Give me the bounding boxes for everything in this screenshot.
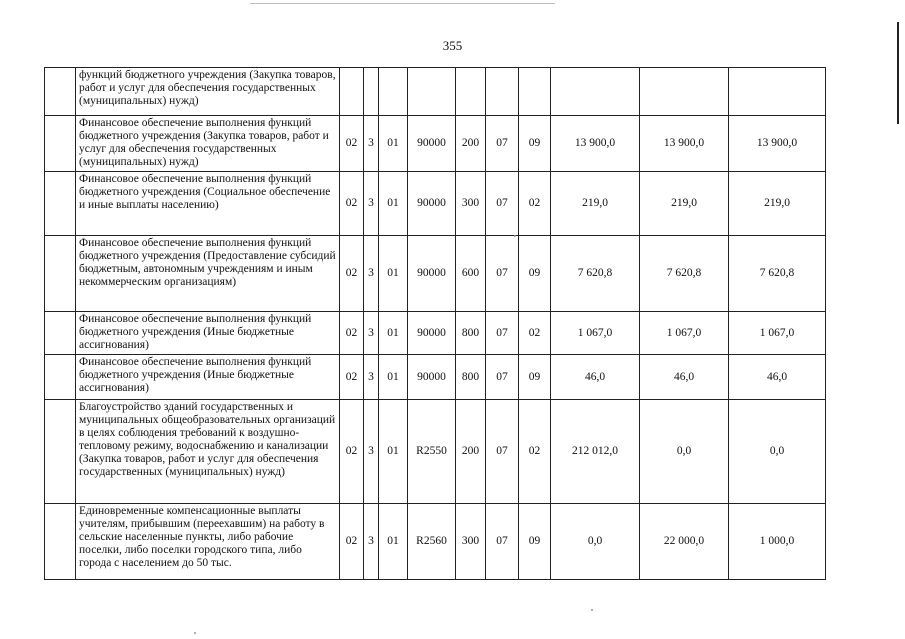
amount-cell: 212 012,0 (551, 400, 640, 504)
code-cell: 09 (519, 355, 551, 400)
code-cell: 01 (379, 312, 408, 355)
amount-cell: 7 620,8 (729, 236, 826, 312)
amount-cell: 0,0 (551, 504, 640, 580)
empty-cell (45, 116, 76, 172)
table-row (45, 355, 826, 400)
code-cell: 02 (340, 400, 364, 504)
code-cell: 01 (379, 400, 408, 504)
amount-cell (551, 68, 640, 116)
code-cell: 02 (340, 355, 364, 400)
table-row (45, 172, 826, 236)
scan-speck (194, 632, 196, 634)
code-cell: 02 (519, 172, 551, 236)
table-row (45, 312, 826, 355)
code-cell: 01 (379, 355, 408, 400)
code-cell: 02 (519, 312, 551, 355)
amount-cell (640, 68, 729, 116)
empty-cell (45, 312, 76, 355)
code-cell: R2550 (408, 400, 456, 504)
code-cell: 3 (364, 355, 379, 400)
amount-cell: 46,0 (729, 355, 826, 400)
table-row (45, 68, 826, 116)
table-row (45, 400, 826, 504)
code-cell: 3 (364, 504, 379, 580)
amount-cell: 1 067,0 (640, 312, 729, 355)
code-cell: 02 (340, 312, 364, 355)
amount-cell: 22 000,0 (640, 504, 729, 580)
code-cell: 3 (364, 400, 379, 504)
code-cell: 02 (340, 236, 364, 312)
code-cell (340, 68, 364, 116)
amount-cell: 13 900,0 (729, 116, 826, 172)
code-cell: 01 (379, 236, 408, 312)
code-cell: 07 (486, 116, 519, 172)
code-cell: 01 (379, 172, 408, 236)
amount-cell: 1 067,0 (551, 312, 640, 355)
empty-cell (45, 68, 76, 116)
amount-cell: 7 620,8 (640, 236, 729, 312)
code-cell (456, 68, 486, 116)
code-cell: 300 (456, 172, 486, 236)
code-cell: R2560 (408, 504, 456, 580)
code-cell (379, 68, 408, 116)
code-cell: 90000 (408, 355, 456, 400)
code-cell: 07 (486, 400, 519, 504)
row-name: Благоустройство зданий государственных и муниципальных общеобразовательных организаций в целях соблюдения требований к воздушно-тепловому режиму, водоснабжению и канализации (Закупка товаров, работ и услуг для обеспечения государственных (муниципальных) нужд) (76, 400, 340, 504)
amount-cell: 46,0 (640, 355, 729, 400)
amount-cell: 7 620,8 (551, 236, 640, 312)
amount-cell: 1 000,0 (729, 504, 826, 580)
code-cell: 300 (456, 504, 486, 580)
code-cell: 07 (486, 312, 519, 355)
code-cell: 02 (519, 400, 551, 504)
code-cell: 800 (456, 312, 486, 355)
amount-cell: 13 900,0 (551, 116, 640, 172)
code-cell: 07 (486, 355, 519, 400)
code-cell: 09 (519, 116, 551, 172)
code-cell: 90000 (408, 172, 456, 236)
code-cell: 02 (340, 116, 364, 172)
code-cell: 02 (340, 504, 364, 580)
code-cell (364, 68, 379, 116)
amount-cell: 46,0 (551, 355, 640, 400)
amount-cell: 219,0 (729, 172, 826, 236)
empty-cell (45, 172, 76, 236)
code-cell: 800 (456, 355, 486, 400)
amount-cell: 0,0 (729, 400, 826, 504)
code-cell: 600 (456, 236, 486, 312)
code-cell: 02 (340, 172, 364, 236)
row-name: Финансовое обеспечение выполнения функций бюджетного учреждения (Предоставление субсидий бюджетным, автономным учреждениям и иным некоммерческим организациям) (76, 236, 340, 312)
row-name: Финансовое обеспечение выполнения функций бюджетного учреждения (Социальное обеспечение и иные выплаты населению) (76, 172, 340, 236)
code-cell: 01 (379, 116, 408, 172)
row-name: Единовременные компенсационные выплаты учителям, прибывшим (переехавшим) на работу в сельские населенные пункты, либо рабочие поселки, либо поселки городского типа, либо города с населением до 50 тыс. (76, 504, 340, 580)
table-row (45, 504, 826, 580)
page-number: 355 (442, 38, 463, 53)
code-cell (519, 68, 551, 116)
amount-cell (729, 68, 826, 116)
code-cell: 90000 (408, 236, 456, 312)
code-cell: 3 (364, 236, 379, 312)
code-cell: 90000 (408, 116, 456, 172)
code-cell: 09 (519, 236, 551, 312)
code-cell: 200 (456, 116, 486, 172)
code-cell (408, 68, 456, 116)
table-row (45, 236, 826, 312)
budget-table (44, 67, 826, 580)
amount-cell: 13 900,0 (640, 116, 729, 172)
empty-cell (45, 355, 76, 400)
amount-cell: 0,0 (640, 400, 729, 504)
empty-cell (45, 504, 76, 580)
code-cell: 3 (364, 116, 379, 172)
code-cell (486, 68, 519, 116)
scan-speck (591, 609, 593, 611)
table-row (45, 116, 826, 172)
code-cell: 01 (379, 504, 408, 580)
empty-cell (45, 236, 76, 312)
code-cell: 200 (456, 400, 486, 504)
code-cell: 07 (486, 504, 519, 580)
code-cell: 3 (364, 312, 379, 355)
code-cell: 90000 (408, 312, 456, 355)
row-name: Финансовое обеспечение выполнения функций бюджетного учреждения (Закупка товаров, работ и услуг для обеспечения государственных (муниципальных) нужд) (76, 116, 340, 172)
row-name: Финансовое обеспечение выполнения функций бюджетного учреждения (Иные бюджетные ассигнования) (76, 312, 340, 355)
row-name: Финансовое обеспечение выполнения функций бюджетного учреждения (Иные бюджетные ассигнования) (76, 355, 340, 400)
empty-cell (45, 400, 76, 504)
code-cell: 07 (486, 236, 519, 312)
amount-cell: 219,0 (551, 172, 640, 236)
amount-cell: 219,0 (640, 172, 729, 236)
code-cell: 09 (519, 504, 551, 580)
scan-speck (514, 235, 516, 237)
row-name: функций бюджетного учреждения (Закупка товаров, работ и услуг для обеспечения государственных (муниципальных) нужд) (76, 68, 340, 116)
code-cell: 07 (486, 172, 519, 236)
code-cell: 3 (364, 172, 379, 236)
amount-cell: 1 067,0 (729, 312, 826, 355)
scan-artifact-line (250, 3, 555, 4)
